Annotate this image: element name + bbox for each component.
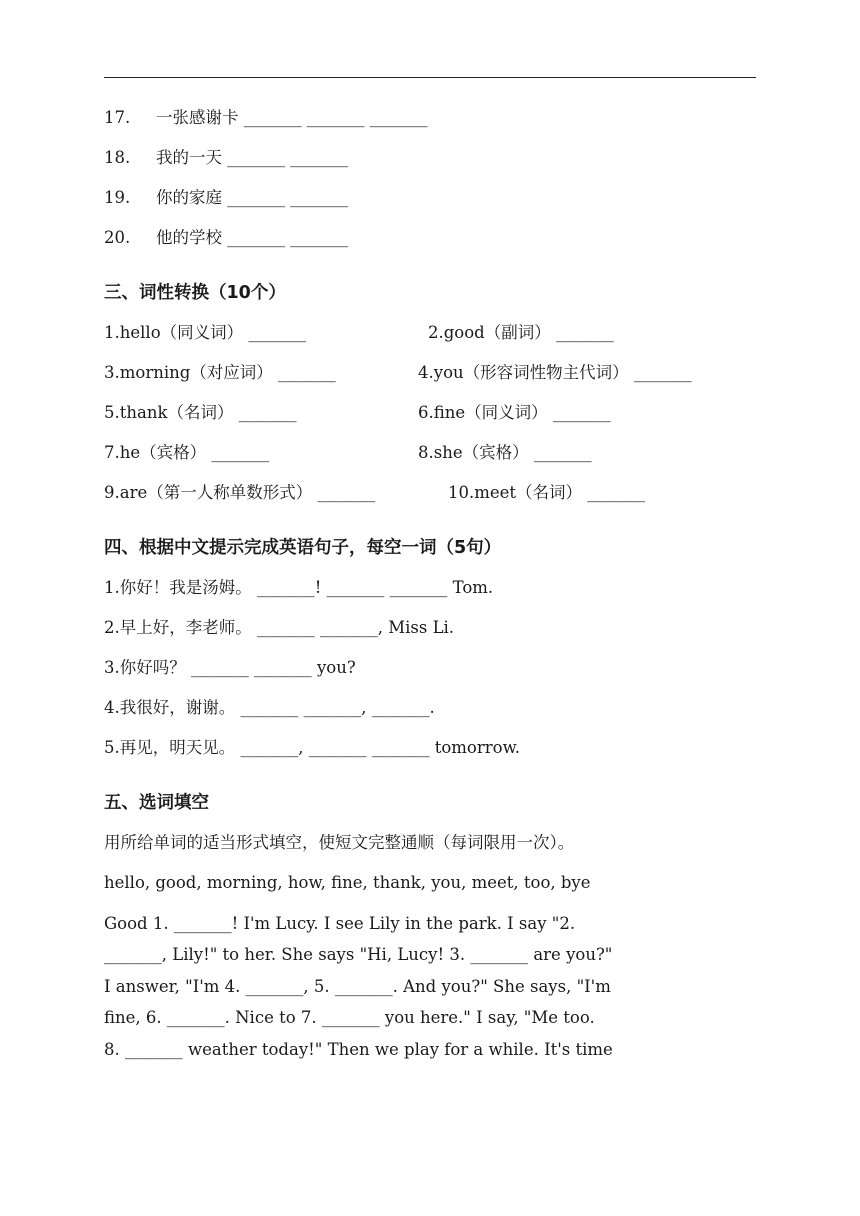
- section-heading: 五、选词填空: [104, 793, 209, 813]
- section-heading: 三、词性转换（10个）: [104, 283, 286, 303]
- list-item: [104, 107, 428, 129]
- instruction-text: 用所给单词的适当形式填空，使短文完整通顺（每词限用一次）。: [104, 833, 575, 852]
- sentence-item: 1.你好！我是汤姆。 _______! _______ _______ Tom.: [104, 578, 494, 597]
- exercise-item: 3.morning（对应词） _______: [104, 363, 336, 382]
- exercise-item: 1.hello（同义词） _______: [104, 323, 307, 342]
- exercise-item: 9.are（第一人称单数形式） _______: [104, 483, 376, 502]
- section-heading: 四、根据中文提示完成英语句子，每空一词（5句）: [104, 538, 502, 558]
- exercise-item: 4.you（形容词性物主代词） _______: [418, 363, 692, 382]
- list-item: [104, 187, 348, 209]
- passage-line: fine, 6. _______. Nice to 7. _______ you here." I say, "Me too.: [104, 1008, 595, 1027]
- passage-line: I answer, "I'm 4. _______, 5. _______. And you?" She says, "I'm: [104, 977, 611, 996]
- passage-line: Good 1. _______! I'm Lucy. I see Lily in the park. I say "2.: [104, 914, 576, 933]
- exercise-item: 6.fine（同义词） _______: [418, 403, 611, 422]
- sentence-item: 4.我很好，谢谢。 _______ _______, _______.: [104, 698, 435, 717]
- sentence-item: 3.你好吗？ _______ _______ you?: [104, 658, 356, 677]
- sentence-item: 2.早上好，李老师。 _______ _______, Miss Li.: [104, 618, 455, 637]
- item-number: 20.: [104, 228, 131, 247]
- item-number: 18.: [104, 148, 131, 167]
- header-rule: [104, 77, 756, 78]
- passage-line: _______, Lily!" to her. She says "Hi, Lucy! 3. _______ are you?": [104, 945, 613, 964]
- list-item: [104, 227, 348, 249]
- exercise-item: 5.thank（名词） _______: [104, 403, 297, 422]
- exercise-item: 8.she（宾格） _______: [418, 443, 592, 462]
- word-bank: hello, good, morning, how, fine, thank, you, meet, too, bye: [104, 873, 591, 892]
- item-number: 19.: [104, 188, 131, 207]
- item-text: 我的一天 _______ _______: [156, 148, 348, 167]
- exercise-item: 7.he（宾格） _______: [104, 443, 270, 462]
- list-item: [104, 147, 348, 169]
- passage-line: 8. _______ weather today!" Then we play for a while. It's time: [104, 1040, 613, 1059]
- item-number: 17.: [104, 108, 131, 127]
- item-text: 一张感谢卡 _______ _______ _______: [156, 108, 428, 127]
- item-text: 你的家庭 _______ _______: [156, 188, 348, 207]
- item-text: 他的学校 _______ _______: [156, 228, 348, 247]
- exercise-item: 10.meet（名词） _______: [448, 483, 646, 502]
- sentence-item: 5.再见，明天见。 _______, _______ _______ tomorrow.: [104, 738, 520, 757]
- exercise-item: 2.good（副词） _______: [428, 323, 614, 342]
